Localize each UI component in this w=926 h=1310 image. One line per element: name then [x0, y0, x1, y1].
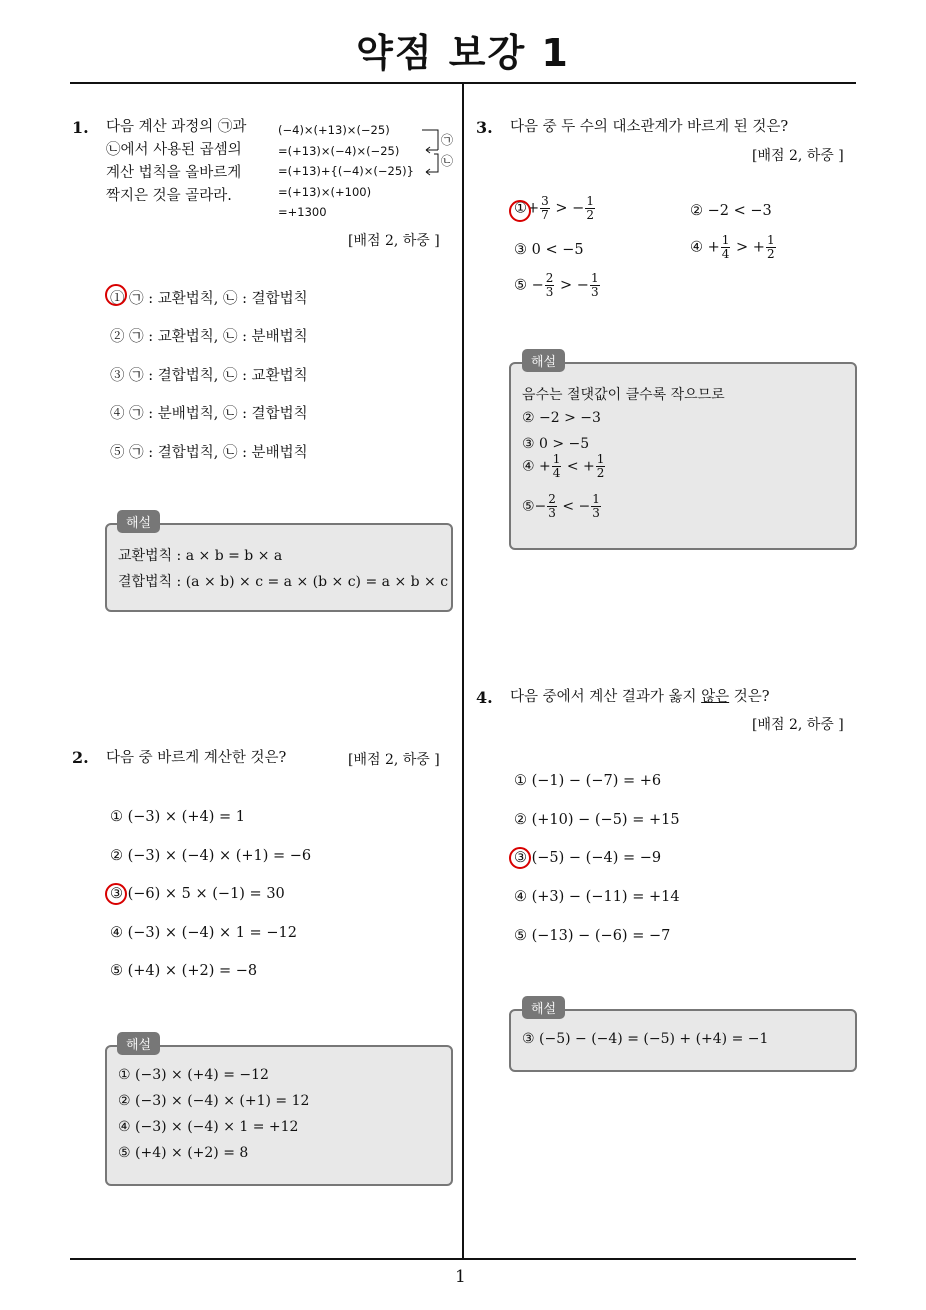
denominator: 2	[596, 466, 605, 480]
question-number: 1.	[72, 118, 89, 137]
numerator: 1	[766, 233, 775, 247]
fraction	[540, 195, 550, 222]
denominator: 7	[541, 208, 549, 222]
explanation-line: ② −2 > −3	[522, 410, 601, 426]
fraction	[547, 493, 557, 520]
fraction	[552, 453, 562, 480]
option-3[interactable]: ③ ㉠ : 결합법칙, ㉡ : 교환법칙	[110, 368, 308, 384]
calc-mark-b: ㉡	[441, 154, 454, 168]
explanation-label: 해설	[522, 996, 565, 1019]
option-4[interactable]: ④ (−3) × (−4) × 1 = −12	[110, 925, 297, 941]
column-divider	[462, 83, 464, 1259]
fraction	[591, 493, 601, 520]
answer-mark	[105, 284, 127, 306]
denominator: 2	[766, 247, 775, 261]
numerator: 3	[541, 194, 549, 208]
footer-rule	[70, 1258, 856, 1260]
numerator: 1	[721, 233, 730, 247]
explanation-line	[522, 493, 602, 520]
comparison: > −	[550, 200, 585, 217]
numerator: 1	[552, 452, 561, 466]
fraction	[721, 234, 731, 261]
explanation-line: 음수는 절댓값이 클수록 작으므로	[522, 387, 725, 403]
option-5[interactable]	[514, 272, 601, 299]
fraction	[766, 234, 776, 261]
option-1[interactable]: ① (−1) − (−7) = +6	[514, 773, 662, 789]
option-2[interactable]: ② (+10) − (−5) = +15	[514, 812, 680, 828]
question-number: 2.	[72, 748, 89, 767]
numerator: 1	[586, 194, 594, 208]
explanation-line: ② (−3) × (−4) × (+1) = 12	[118, 1093, 310, 1109]
score-meta: [배점 2, 하중 ]	[752, 717, 844, 733]
question-number: 3.	[476, 118, 493, 137]
option-2[interactable]: ② (−3) × (−4) × (+1) = −6	[110, 848, 312, 864]
calc-line: =(+13)×(−4)×(−25)	[278, 143, 400, 158]
calc-bracket-arrows	[420, 124, 460, 178]
calc-line: =(+13)+{(−4)×(−25)}	[278, 164, 414, 178]
calc-line: (−4)×(+13)×(−25)	[278, 123, 390, 137]
explanation-line: ③ 0 > −5	[522, 436, 590, 452]
denominator: 4	[721, 247, 730, 261]
comparison: < −	[557, 498, 591, 515]
numerator: 2	[548, 492, 556, 506]
option-1[interactable]: ① (−3) × (+4) = 1	[110, 809, 245, 825]
option-5[interactable]: ⑤ (+4) × (+2) = −8	[110, 963, 258, 979]
prefix: ⑤−	[522, 498, 547, 515]
explanation-line: ⑤ (+4) × (+2) = 8	[118, 1145, 249, 1161]
option-4[interactable]	[690, 234, 777, 261]
option-4[interactable]: ④ ㉠ : 분배법칙, ㉡ : 결합법칙	[110, 406, 308, 422]
option-number: ⑤	[514, 277, 527, 294]
fraction	[590, 272, 600, 299]
denominator: 3	[592, 506, 600, 520]
sign: −	[527, 277, 544, 294]
prefix: ④ +	[522, 458, 551, 475]
question-text: 다음 중 두 수의 대소관계가 바르게 된 것은?	[510, 119, 789, 135]
question-number: 4.	[476, 688, 493, 707]
explanation-line: ④ (−3) × (−4) × 1 = +12	[118, 1119, 299, 1135]
numerator: 1	[592, 492, 600, 506]
calculation-steps	[278, 120, 414, 223]
page-title: 약점 보강 1	[356, 31, 570, 75]
explanation-label: 해설	[117, 510, 160, 533]
calc-line: =(+13)×(+100)	[278, 184, 372, 199]
option-4[interactable]: ④ (+3) − (−11) = +14	[514, 889, 680, 905]
page-number: 1	[455, 1267, 466, 1287]
option-5[interactable]: ⑤ (−13) − (−6) = −7	[514, 928, 671, 944]
question-text	[510, 686, 770, 709]
option-5[interactable]: ⑤ ㉠ : 결합법칙, ㉡ : 분배법칙	[110, 445, 308, 461]
denominator: 2	[586, 208, 594, 222]
fraction	[585, 195, 595, 222]
denominator: 3	[590, 285, 599, 299]
option-number: ①	[514, 200, 527, 217]
answer-mark	[105, 883, 127, 905]
score-meta: [배점 2, 하중 ]	[348, 233, 440, 249]
comparison: > −	[555, 277, 589, 294]
option-number: ④	[690, 239, 703, 256]
explanation-line: ① (−3) × (+4) = −12	[118, 1067, 269, 1083]
option-3[interactable]: ③ (−5) − (−4) = −9	[514, 850, 662, 866]
explanation-label: 해설	[522, 349, 565, 372]
explanation-line	[522, 453, 606, 480]
score-meta: [배점 2, 하중 ]	[752, 148, 844, 164]
comparison: > +	[731, 239, 765, 256]
explanation-line: 결합법칙 : (a × b) × c = a × (b × c) = a × b × c	[118, 574, 449, 590]
numerator: 1	[596, 452, 605, 466]
answer-mark	[509, 847, 531, 869]
question-text-part: 다음 중에서 계산 결과가 옳지	[510, 689, 702, 705]
explanation-line: ③ (−5) − (−4) = (−5) + (+4) = −1	[522, 1031, 769, 1047]
score-meta: [배점 2, 하중 ]	[348, 752, 440, 768]
numerator: 2	[545, 271, 554, 285]
explanation-box	[105, 523, 453, 612]
option-2[interactable]: ② ㉠ : 교환법칙, ㉡ : 분배법칙	[110, 329, 308, 345]
question-text-line: 짝지은 것을 골라라.	[106, 188, 232, 204]
calc-line: =+1300	[278, 205, 327, 219]
option-2[interactable]: ② −2 < −3	[690, 203, 772, 219]
option-1[interactable]: ① ㉠ : 교환법칙, ㉡ : 결합법칙	[110, 291, 308, 307]
fraction	[596, 453, 606, 480]
question-text-line: 계산 법칙을 올바르게	[106, 165, 242, 181]
explanation-line: 교환법칙 : a × b = b × a	[118, 548, 283, 564]
option-3[interactable]: ③ (−6) × 5 × (−1) = 30	[110, 886, 285, 902]
question-text-part: 것은?	[729, 689, 770, 705]
sign: +	[703, 239, 720, 256]
answer-mark	[509, 200, 531, 222]
fraction	[545, 272, 555, 299]
denominator: 3	[545, 285, 554, 299]
question-text: 다음 중 바르게 계산한 것은?	[106, 750, 287, 766]
comparison: < +	[562, 458, 595, 475]
sign: +	[527, 200, 540, 217]
question-text-line: ㉡에서 사용된 곱셈의	[106, 142, 242, 158]
calc-mark-a: ㉠	[441, 133, 454, 147]
question-text	[106, 116, 246, 208]
question-text-line: 다음 계산 과정의 ㉠과	[106, 119, 247, 135]
underlined-word: 않은	[701, 689, 730, 705]
denominator: 3	[548, 506, 556, 520]
numerator: 1	[590, 271, 599, 285]
explanation-label: 해설	[117, 1032, 160, 1055]
option-3[interactable]: ③ 0 < −5	[514, 242, 584, 258]
denominator: 4	[552, 466, 561, 480]
